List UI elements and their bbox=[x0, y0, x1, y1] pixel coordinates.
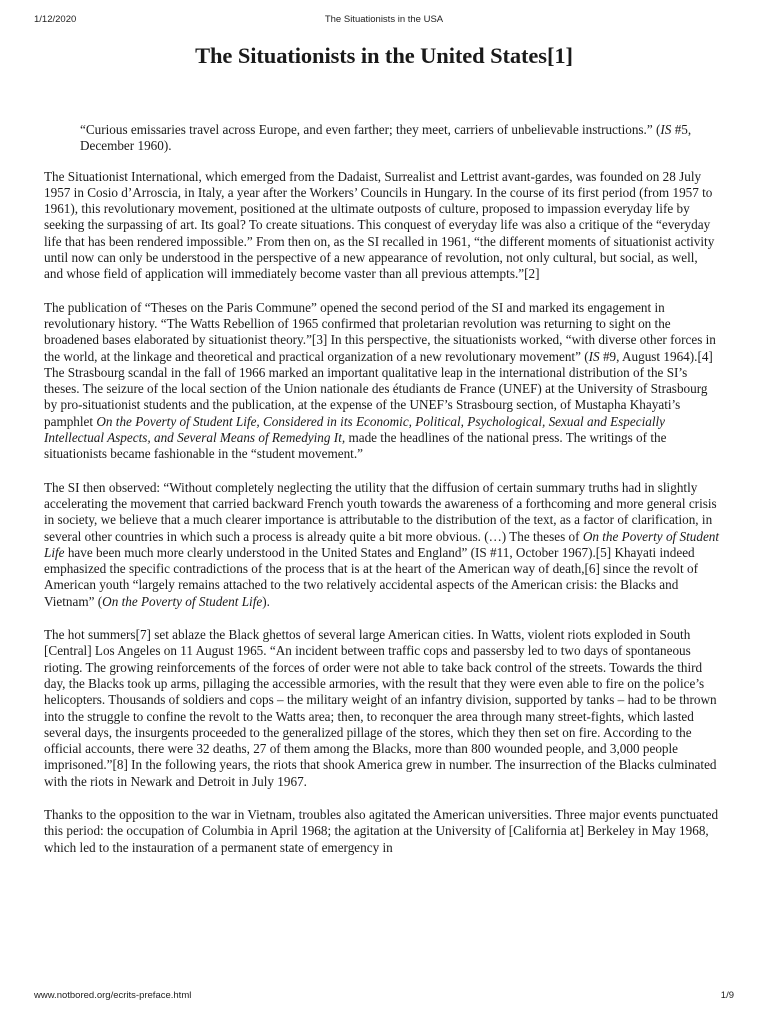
print-url: www.notbored.org/ecrits-preface.html bbox=[34, 990, 192, 1001]
epigraph-citation: #5, December 1960). bbox=[80, 122, 692, 154]
paragraph-3 bbox=[44, 480, 720, 610]
paragraph-2-part-b: #9, August 1964).[4] The Strasbourg scandal in the fall of 1966 marked an important qualitative leap in the international distribution of the SI’s theses. The seizure of the local section of the Union nationale des étudiants de France (UNEF) at the University of Strasbourg by pro-situationist students and the publication, at the expense of the UNEF’s Strasbourg section, of Mustapha Khayati’s pamphlet bbox=[44, 348, 713, 429]
epigraph bbox=[80, 122, 720, 155]
paragraph-3-part-c: ). bbox=[262, 593, 270, 609]
page-number: 1/9 bbox=[720, 990, 734, 1001]
paragraph-3-part-b: have been much more clearly understood in the United States and England” (IS #11, October 1967).[5] Khayati indeed emphasized the specific contradictions of the process that is at the heart of the American way of death,[6] since the revolt of American youth “largely remains attached to the two relatively accidental aspects of the American crisis: the Blacks and Vietnam” ( bbox=[44, 544, 699, 609]
book-title: On the Poverty of Student Life bbox=[102, 593, 263, 609]
document-title: The Situationists in the United States[1] bbox=[195, 43, 573, 68]
paragraph-4: The hot summers[7] set ablaze the Black ghettos of several large American cities. In Watts, violent riots exploded in South [Central] Los Angeles on 11 August 1965. “An incident between traffic cops and passersby led to two days of spontaneous rioting. The growing reinforcements of the forces of order were not able to take back control of the streets. Towards the third day, the Blacks took up arms, pillaging the accessible armories, with the result that they were even able to fire on the police’s helicopters. Thousands of soldiers and cops – the military weight of an infantry division, supported by tanks – had to be thrown into the struggle to confine the revolt to the Watts area; then, to reconquer the area through many street-fights, which lasted several days, the insurgents proceeded to the generalized pillage of the stores, which they then set on fire. According to the official accounts, there were 32 deaths, 27 of them among the Blacks, more than 800 wounded people, and 3,000 people imprisoned.”[8] In the following years, the riots that shook America grew in number. The insurrection of the Blacks culminated with the riots in Newark and Detroit in July 1967. bbox=[44, 627, 717, 789]
journal-abbrev: IS bbox=[588, 348, 600, 364]
print-date: 1/12/2020 bbox=[34, 14, 77, 25]
paragraph-5: Thanks to the opposition to the war in Vietnam, troubles also agitated the American universities. Three major events punctuated this period: the occupation of Columbia in April 1968; the agitation at the University of [California at] Berkeley in May 1968, which led to the instauration of a permanent state of emergency in bbox=[44, 806, 719, 855]
paragraph-2-part-c: made the headlines of the national press. The writings of the situationists became fashionable in the “student movement.” bbox=[44, 430, 667, 462]
epigraph-text: “Curious emissaries travel across Europe, and even farther; they meet, carriers of unbelievable instructions.” ( bbox=[80, 122, 661, 137]
book-title: On the Poverty of Student Life, Considered in its Economic, Political, Psychological, Sexual and Especially Intellectual Aspects, and Several Means of Remedying It, bbox=[44, 413, 666, 446]
print-page-title: The Situationists in the USA bbox=[324, 14, 444, 25]
print-header bbox=[34, 14, 734, 28]
paragraph-2-part-a: The publication of “Theses on the Paris Commune” opened the second period of the SI and marked its engagement in revolutionary history. “The Watts Rebellion of 1965 confirmed that proletarian revolution was returning to sight on the broadened bases elaborated by situationist theory.”[3] In this perspective, the situationists worked, “with diverse other forces in the world, at the linkage and theoretical and practical organization of a new revolutionary movement” ( bbox=[44, 299, 716, 364]
book-title: On the Poverty of Student Life bbox=[44, 528, 720, 560]
epigraph-journal: IS bbox=[660, 122, 672, 137]
document-body bbox=[44, 122, 720, 873]
print-footer bbox=[34, 990, 734, 1004]
paragraph-3-part-a: The SI then observed: “Without completely neglecting the utility that the diffusion of certain summary truths had in slightly accelerating the movement that carried backward French youth towards the awareness of a forthcoming and more general crisis in society, we believe that a much clearer importance is attributable to the distribution of the text, as a factor of clarification, in several other countries in which such a process is already quite a bit more obvious. (…) The theses of bbox=[44, 479, 717, 544]
paragraph-1: The Situationist International, which emerged from the Dadaist, Surrealist and Lettrist avant-gardes, was founded on 28 July 1957 in Cosio d’Arroscia, in Italy, a year after the Workers’ Councils in Hungary. In the course of its first period (from 1957 to 1961), this revolutionary movement, positioned at the ultimate outposts of culture, proposed to impassion everyday life by seeking the surpassing of art. Its goal? To create situations. This conquest of everyday life was also a critique of the “everyday life that has been rendered impossible.” From then on, as the SI recalled in 1961, “the different moments of situationist activity until now can only be understood in the perspective of a new appearance of revolution, not only cultural, but social, as well, and whose field of application will immediately become vaster than all previous attempts.”[2] bbox=[44, 168, 715, 282]
paragraph-2 bbox=[44, 300, 720, 463]
